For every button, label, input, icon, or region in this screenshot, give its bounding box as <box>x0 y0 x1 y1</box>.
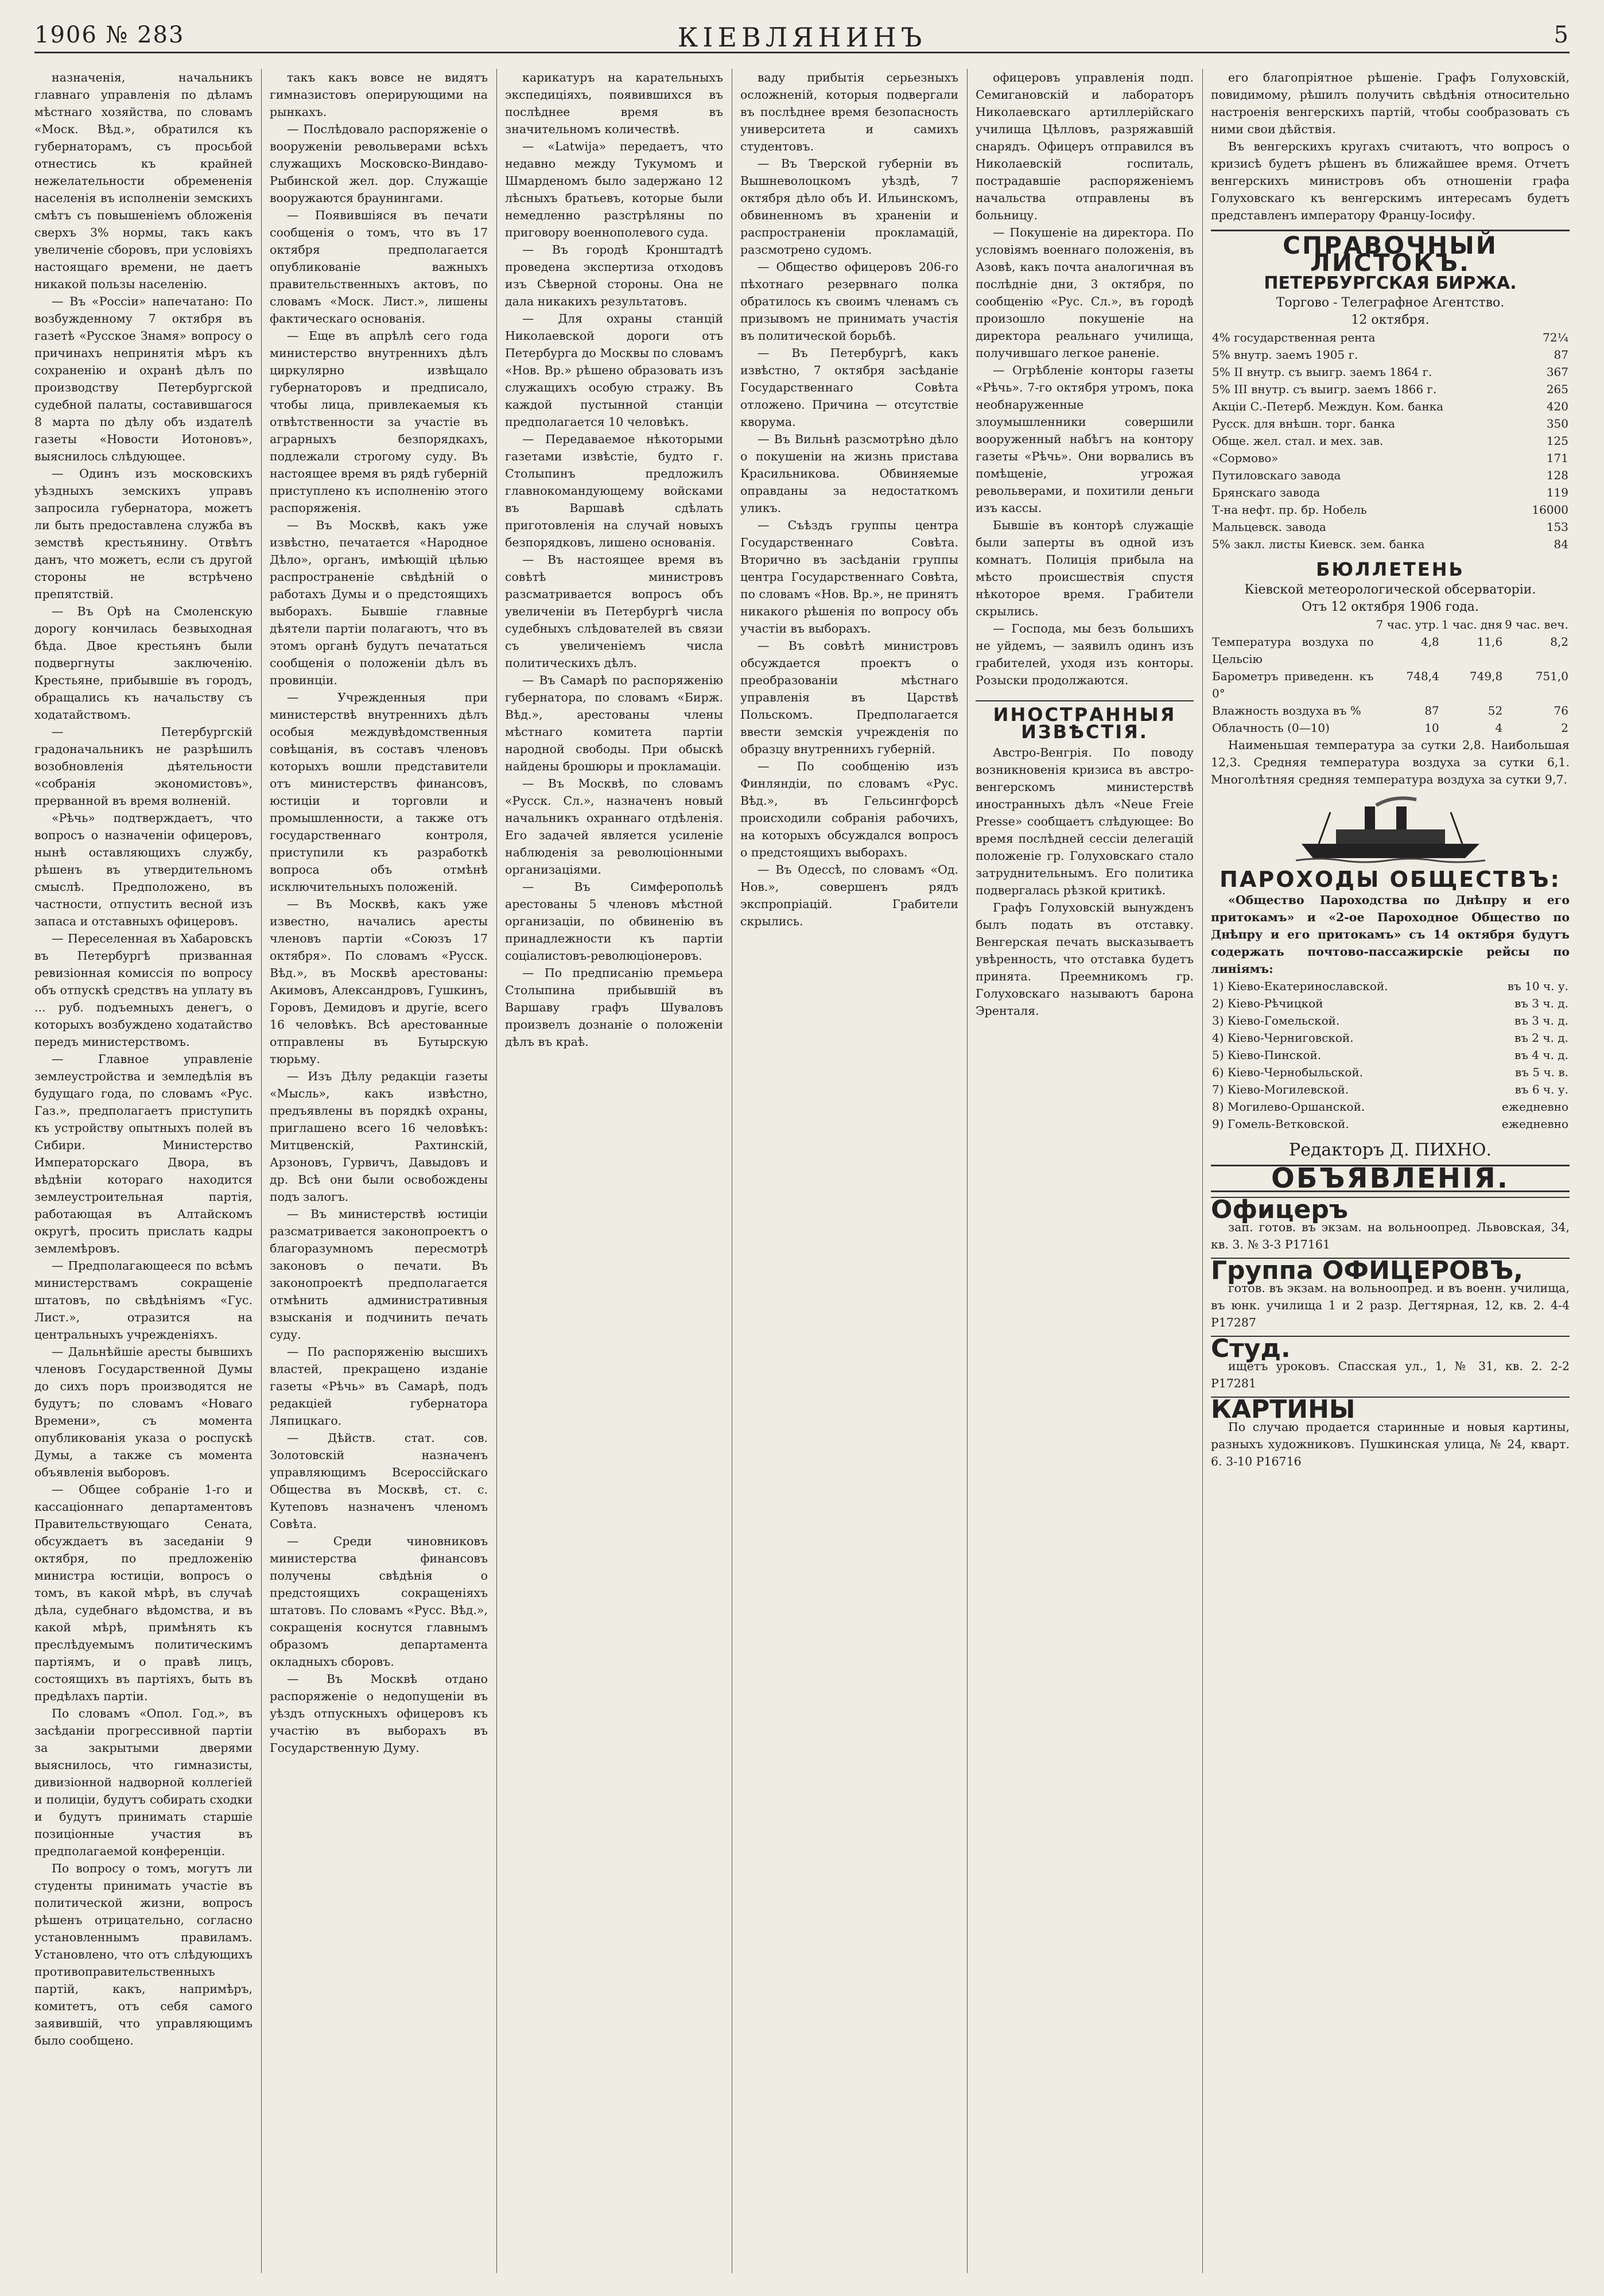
editor-line: Редакторъ Д. ПИХНО. <box>1289 1140 1492 1160</box>
steamer-line-row <box>1211 1098 1570 1115</box>
news-column-3 <box>505 69 723 2273</box>
table-cell: 87 <box>1424 704 1439 718</box>
table-cell: 6) Кіево-Чернобыльской. <box>1212 1065 1364 1079</box>
article-paragraph: — Въ Орѣ на Смоленскую дорогу кончилась безвыходная бѣда. Двое крестьянъ были подвергнуты заключенію. Крестьяне, прибывшіе въ городъ, обращались къ начальству съ ходатайствомъ. <box>34 604 253 722</box>
table-cell: 5% закл. листы Киевск. зем. банка <box>1212 537 1425 551</box>
article-paragraph: — Въ Москвѣ, по словамъ «Русск. Сл.», назначенъ новый начальникъ охраннаго отдѣленія. Его задачей является усиленіе наблюденія за революціонными организаціями. <box>505 777 723 876</box>
article-paragraph: — По сообщенію изъ Финляндіи, по словамъ «Рус. Вѣд.», въ Гельсингфорсѣ происходили собранія рабочихъ, на которыхъ обсуждался вопросъ о предстоящихъ выборахъ. <box>740 759 958 859</box>
foreign-news-heading: ИНОСТРАННЫЯ ИЗВѢСТІЯ. <box>976 700 1194 740</box>
table-cell: 128 <box>1546 468 1568 482</box>
table-cell: Мальцевск. завода <box>1212 520 1326 534</box>
agency-name: Торгово - Телеграфное Агентство. <box>1276 296 1505 310</box>
table-cell: въ 4 ч. д. <box>1514 1048 1568 1062</box>
article-paragraph: — Передаваемое нѣкоторыми газетами извѣстіе, будто г. Столыпинъ предложилъ главнокомандующему войсками въ Варшавѣ сдѣлать приготовленія на случай новыхъ безпорядковъ, лишено основанія. <box>505 432 723 549</box>
exchange-row <box>1211 518 1570 536</box>
weather-row <box>1211 633 1570 668</box>
article-paragraph: офицеровъ управленія подп. Семигановскій и лабораторъ Николаевскаго артиллерійскаго училища Цѣлловъ, разряжавшій снарядъ. Офицеръ отправился въ Николаевскій госпиталь, пострадавшіе распоряженіемъ начальства отправлены въ больницу. <box>976 71 1194 222</box>
article-paragraph: — Въ Вильнѣ разсмотрѣно дѣло о покушеніи на жизнь пристава Красильникова. Обвиняемые оправданы за недостаткомъ уликъ. <box>740 432 958 515</box>
steamship-icon <box>1296 795 1485 864</box>
article-paragraph: — Покушеніе на директора. По условіямъ военнаго положенія, въ Азовѣ, какъ почта аналогичная въ послѣдніе дни, 3 октября, по сообщенію «Рус. Сл.», въ городѣ произошло покушеніе на директора реальнаго училища, получившаго легкое раненіе. <box>976 226 1194 360</box>
table-cell: «Сормово» <box>1212 451 1279 465</box>
table-cell: ежедневно <box>1501 1117 1568 1131</box>
steamer-line-row <box>1211 978 1570 995</box>
exchange-row <box>1211 363 1570 381</box>
table-cell: 11,6 <box>1477 635 1503 649</box>
table-cell: Облачность (0—10) <box>1212 721 1330 735</box>
table-cell: въ 6 ч. у. <box>1514 1083 1568 1096</box>
steamer-line-row <box>1211 1012 1570 1029</box>
article-paragraph: — Съѣздъ группы центра Государственнаго Совѣта. Вторично въ засѣданіи группы центра Государственнаго Совѣта, по словамъ «Нов. Вр.», не принятъ никакого рѣшенія по вопросу объ участіи въ выборахъ. <box>740 518 958 635</box>
table-cell: 76 <box>1553 704 1568 718</box>
weather-summary: Наименьшая температура за сутки 2,8. Наибольшая 12,3. Средняя температура воздуха за сутки 6,1. Многолѣтняя средняя температура воздуха за сутки 9,7. <box>1211 738 1570 786</box>
bulletin-date: Отъ 12 октября 1906 года. <box>1302 600 1479 614</box>
article-paragraph: — Петербургскій градоначальникъ не разрѣшилъ возобновленія дѣятельности «собранія экономистовъ», прерванной въ время волненій. <box>34 725 253 808</box>
table-cell: 9) Гомель-Ветковской. <box>1212 1117 1349 1131</box>
article-paragraph: — Въ министерствѣ юстиціи разсматривается законопроектъ о благоразумномъ пересмотрѣ законовъ о печати. Въ законопроектѣ предполагается отмѣнить административныя взысканія и подчинить печать суду. <box>270 1207 488 1341</box>
article-paragraph: — Въ Москвѣ отдано распоряженіе о недопущеніи въ уѣздъ отпускныхъ офицеровъ къ участію въ выборахъ въ Государственную Думу. <box>270 1672 488 1755</box>
article-paragraph: назначенія, начальникъ главнаго управленія по дѣламъ мѣстнаго хозяйства, по словамъ «Моск. Вѣд.», обратился къ губернаторамъ, съ просьбой отнестись къ крайней нежелательности обремененія населенія въ исполненіи земскихъ смѣтъ съ повышеніемъ обложенія сверхъ 3% нормы, такъ какъ увеличеніе сборовъ, при условіяхъ настоящаго времени, не даетъ никакой пользы населенію. <box>34 71 253 291</box>
table-cell: 748,4 <box>1406 669 1439 683</box>
table-cell: Русск. для внѣшн. торг. банка <box>1212 417 1395 430</box>
article-paragraph: Австро-Венгрія. По поводу возникновенія кризиса въ австро-венгерскомъ министерствѣ иностранныхъ дѣлъ «Neue Freie Presse» сообщаетъ слѣдующее: Во время послѣдней сессіи делегацій положеніе гр. Голуховскаго стало затруднительнымъ. Его политика подвергалась рѣзкой критикѣ. <box>976 746 1194 897</box>
article-paragraph: — Въ Симферопольѣ арестованы 5 членовъ мѣстной организаціи, по обвиненію въ принадлежности къ партіи соціалистовъ-революціонеровъ. <box>505 880 723 963</box>
steamers-table <box>1211 978 1570 1133</box>
table-cell: 171 <box>1546 451 1568 465</box>
steamer-line-row <box>1211 1029 1570 1046</box>
article-paragraph: — Въ совѣтѣ министровъ обсуждается проектъ о преобразованіи мѣстнаго управленія въ Царствѣ Польскомъ. Предполагается ввести земскія учрежденія по образцу внутреннихъ губерній. <box>740 639 958 756</box>
news-column-5 <box>976 69 1194 2273</box>
news-column-1 <box>34 69 253 2273</box>
article-paragraph: — Дѣйств. стат. сов. Золотовскій назначенъ управляющимъ Всероссійскаго Общества въ Москвѣ, ст. с. Кутеповъ назначенъ членомъ Совѣта. <box>270 1431 488 1531</box>
article-paragraph: — Среди чиновниковъ министерства финансовъ получены свѣдѣнія о предстоящихъ сокращеніяхъ штатовъ. По словамъ «Русс. Вѣд.», сокращенія коснутся главнымъ образомъ департамента окладныхъ сборовъ. <box>270 1534 488 1669</box>
table-cell: 4% государственная рента <box>1212 331 1376 344</box>
table-cell: 5% II внутр. съ выигр. заемъ 1864 г. <box>1212 365 1432 379</box>
column-divider <box>261 69 262 2273</box>
steamer-line-row <box>1211 1115 1570 1133</box>
ad-text: зап. готов. въ экзам. на вольноопред. Львовская, 34, кв. 3. № 3-3 Р17161 <box>1211 1220 1570 1251</box>
ad-text: По случаю продается старинные и новыя картины, разныхъ художниковъ. Пушкинская улица, № 24, кварт. 6. 3-10 Р16716 <box>1211 1420 1570 1468</box>
article-paragraph: его благопріятное рѣшеніе. Графъ Голуховскій, повидимому, рѣшилъ получить свѣдѣнія относительно настроенія венгерскихъ партій, чтобы сообразовать съ ними свои дѣйствія. <box>1211 71 1570 136</box>
article-paragraph: — Общество офицеровъ 206-го пѣхотнаго резервнаго полка обратилось къ своимъ членамъ съ призывомъ не принимать участія въ политической борьбѣ. <box>740 260 958 343</box>
table-cell: 84 <box>1553 537 1568 551</box>
article-paragraph: карикатуръ на карательныхъ экспедиціяхъ, появившихся въ послѣднее время въ значительномъ количествѣ. <box>505 71 723 136</box>
article-paragraph: — Предполагающееся по всѣмъ министерствамъ сокращеніе штатовъ, по свѣдѣніямъ «Гус. Лист.», отразится на центральныхъ учрежденіяхъ. <box>34 1259 253 1341</box>
table-cell: Барометръ приведенн. къ 0° <box>1212 669 1374 700</box>
table-cell <box>1211 616 1375 633</box>
steamer-line-row <box>1211 995 1570 1012</box>
exchange-table <box>1211 329 1570 553</box>
column-divider <box>496 69 497 2273</box>
article-paragraph: По вопросу о томъ, могутъ ли студенты принимать участіе въ политической жизни, вопросъ рѣшенъ отрицательно, согласно установленнымъ правиламъ. Установлено, что отъ слѣдующихъ противоправительственныхъ партій, какъ, напримѣръ, комитетъ, отъ себя самого заявившій, что управляющимъ было сообщено. <box>34 1861 253 2047</box>
table-cell: 1 час. дня <box>1441 618 1503 631</box>
exchange-row <box>1211 415 1570 432</box>
table-cell: 749,8 <box>1469 669 1503 683</box>
article-paragraph: — Господа, мы безъ большихъ не уйдемъ, — заявилъ одинъ изъ грабителей, уходя изъ конторы. Розыски продолжаются. <box>976 622 1194 687</box>
ads-heading: ОБЪЯВЛЕНІЯ. <box>1211 1165 1570 1192</box>
article-paragraph: — Послѣдовало распоряженіе о вооруженіи револьверами всѣхъ служащихъ Московско-Виндаво-Рыбинской жел. дор. Служащіе вооружаются браунингами. <box>270 122 488 205</box>
table-cell: 265 <box>1546 382 1568 396</box>
ad-headline: КАРТИНЫ <box>1211 1395 1356 1424</box>
table-cell: Температура воздуха по Цельсію <box>1212 635 1374 666</box>
exchange-row <box>1211 536 1570 553</box>
steamer-line-row <box>1211 1081 1570 1098</box>
steamers-intro: «Общество Пароходства по Днѣпру и его притокамъ» и «2-ое Пароходное Общество по Днѣпру и его притокамъ» съ 14 октября будутъ содержать почтово-пассажирскіе рейсы по линіямъ: <box>1211 893 1570 976</box>
exchange-row <box>1211 467 1570 484</box>
page-number: 5 <box>1553 22 1570 48</box>
article-paragraph: — Учрежденныя при министерствѣ внутреннихъ дѣлъ особыя междувѣдомственныя совѣщанія, въ составъ членовъ которыхъ вошли представители отъ министерствъ финансовъ, юстиціи и торговли и промышленности, а также отъ государственнаго контроля, приступили къ разработкѣ вопроса объ отмѣнѣ исключительныхъ положеній. <box>270 691 488 894</box>
article-paragraph: По словамъ «Опол. Год.», въ засѣданіи прогрессивной партіи за закрытыми дверями выяснилось, что гимназисты, дивизіонной надворной коллегіей и полиціи, будутъ собирать сходки и будутъ принимать старшіе позиціонные участия въ предполагаемой конференціи. <box>34 1707 253 1858</box>
article-paragraph: — Дальнѣйшіе аресты бывшихъ членовъ Государственной Думы до сихъ поръ производятся не будутъ; по словамъ «Новаго Времени», съ момента опубликованія указа о роспускѣ Думы, а также съ момента объявленія выборовъ. <box>34 1345 253 1479</box>
table-cell: 2 <box>1561 721 1568 735</box>
ad-text: готов. въ экзам. на вольноопред. и въ военн. училища, въ юнк. училища 1 и 2 разр. Дегтярная, 12, кв. 2. 4-4 Р17287 <box>1211 1281 1570 1329</box>
article-paragraph: — Изъ Дѣлу редакціи газеты «Мысль», какъ извѣстно, предъявлены въ порядкѣ охраны, приглашено всего 16 человѣкъ: Митцвенскій, Рахтинскій, Арзоновъ, Гурвичъ, Давыдовъ и др. Всѣ они были освобождены подъ залогъ. <box>270 1069 488 1204</box>
article-paragraph: — Въ «Россіи» напечатано: По возбужденному 7 октября въ газетѣ «Русское Знамя» вопросу о причинахъ непринятія мѣръ къ сохраненію и охранѣ дѣлъ по производству Петербургской судебной палаты, составившагося 8 марта по дѣлу объ издателѣ газеты «Новости Иотоновъ», выяснилось слѣдующее. <box>34 294 253 463</box>
newspaper-title: КІЕВЛЯНИНЪ <box>677 22 927 53</box>
exchange-row <box>1211 329 1570 346</box>
column-divider <box>1202 69 1203 2273</box>
table-cell: Т-на нефт. пр. бр. Нобель <box>1212 503 1367 517</box>
article-paragraph: Бывшіе въ конторѣ служащіе были заперты въ одной изъ комнатъ. Полиція прибыла на мѣсто происшествія спустя нѣкоторое время. Грабители скрылись. <box>976 518 1194 618</box>
table-cell: Влажность воздуха въ % <box>1212 704 1361 718</box>
table-cell: 5) Кіево-Пинской. <box>1212 1048 1322 1062</box>
ad-text: ищетъ уроковъ. Спасская ул., 1, № 31, кв. 2. 2-2 Р17281 <box>1211 1359 1570 1390</box>
table-cell: 420 <box>1546 400 1568 413</box>
article-paragraph: — По распоряженію высшихъ властей, прекращено изданіе газеты «Рѣчь» въ Самарѣ, подъ редакціей губернатора Ляпицкаго. <box>270 1345 488 1428</box>
table-cell: 10 <box>1424 721 1439 735</box>
table-cell: Путиловскаго завода <box>1212 468 1341 482</box>
article-paragraph: такъ какъ вовсе не видятъ гимназистовъ оперирующими на рынкахъ. <box>270 71 488 119</box>
exchange-row <box>1211 449 1570 467</box>
page-header <box>34 17 1570 53</box>
table-cell: 9 час. веч. <box>1505 618 1568 631</box>
classified-ad <box>1211 1397 1570 1470</box>
exchange-row <box>1211 432 1570 449</box>
table-cell: Брянскаго завода <box>1212 486 1321 499</box>
weather-row <box>1211 702 1570 719</box>
article-paragraph: — Для охраны станцій Николаевской дороги отъ Петербурга до Москвы по словамъ «Нов. Вр.» рѣшено образовать изъ служащихъ особую стражу. Въ каждой пустынной станціи предполагается 10 человѣкъ. <box>505 312 723 429</box>
article-paragraph: Въ венгерскихъ кругахъ считаютъ, что вопросъ о кризисѣ будетъ рѣшенъ въ ближайшее время. Отчетъ венгерскихъ министровъ объ отношеніи графа Голуховскаго къ венгерскимъ интересамъ будетъ представленъ императору Францу-Іосифу. <box>1211 139 1570 222</box>
table-cell: 3) Кіево-Гомельской. <box>1212 1014 1340 1027</box>
table-cell: Обще. жел. стал. и мех. зав. <box>1212 434 1384 448</box>
article-paragraph: — Появившіяся въ печати сообщенія о томъ, что въ 17 октября предполагается опубликованіе важныхъ правительственныхъ актовъ, по словамъ «Моск. Лист.», лишены фактическаго основанія. <box>270 208 488 325</box>
article-paragraph: — Переселенная въ Хабаровскъ въ Петербургѣ призванная ревизіонная комиссія по вопросу объ отпускѣ средствъ на уплату въ ... руб. подъемныхъ денегъ, о которыхъ возбуждено ходатайство передъ министерствомъ. <box>34 932 253 1049</box>
table-cell: въ 3 ч. д. <box>1514 1014 1568 1027</box>
weather-table <box>1211 616 1570 736</box>
table-cell: 119 <box>1546 486 1568 499</box>
exchange-row <box>1211 484 1570 501</box>
ad-headline: Группа ОФИЦЕРОВЪ, <box>1211 1256 1524 1285</box>
article-paragraph: — Въ Одессѣ, по словамъ «Од. Нов.», совершенъ рядъ экспропріацій. Грабители скрылись. <box>740 863 958 928</box>
article-paragraph: — Въ Москвѣ, какъ уже известно, начались аресты членовъ партіи «Союзъ 17 октября». По словамъ «Русск. Вѣд.», въ Москвѣ арестованы: Акимовъ, Александровъ, Гушкинъ, Горовъ, Демидовъ и другіе, всего 16 человѣкъ. Всѣ арестованные отправлены въ Бутырскую тюрьму. <box>270 897 488 1066</box>
table-cell: 4 <box>1495 721 1503 735</box>
table-cell: Акціи С.-Петерб. Междун. Ком. банка <box>1212 400 1444 413</box>
article-paragraph: — «Latwija» передаетъ, что недавно между Тукумомъ и Шмарденомъ было задержано 12 лѣсныхъ братьевъ, которые были немедленно разстрѣляны по приговору военнополевого суда. <box>505 139 723 239</box>
reference-sheet-heading: СПРАВОЧНЫЙ ЛИСТОКЪ. <box>1211 230 1570 272</box>
article-paragraph: — Въ Петербургѣ, какъ извѣстно, 7 октября засѣданіе Государственнаго Совѣта отложено. Причина — отсутствіе кворума. <box>740 346 958 429</box>
exchange-row <box>1211 398 1570 415</box>
article-paragraph: — Въ Москвѣ, какъ уже извѣстно, печатается «Народное Дѣло», органъ, имѣющій цѣлью распространеніе свѣдѣній о работахъ Думы и о предстоящихъ выборахъ. Бывшіе главные дѣятели партіи полагаютъ, что въ этомъ органѣ будутъ печататься сообщенія о положеніи дѣлъ въ провинціи. <box>270 518 488 687</box>
article-paragraph: «Рѣчь» подтверждаетъ, что вопросъ о назначеніи офицеровъ, нынѣ оставляющихъ службу, рѣшенъ въ утвердительномъ смыслѣ. Предположено, въ частности, отпустить весной изъ запаса и отставныхъ офицеровъ. <box>34 811 253 928</box>
article-paragraph: — Огрѣбленіе конторы газеты «Рѣчь». 7-го октября утромъ, пока необнаруженные злоумышленники совершили вооруженный набѣгъ на контору газеты «Рѣчь». Они ворвались въ помѣщеніе, угрожая револьверами, и похитили деньги изъ кассы. <box>976 363 1194 515</box>
table-cell: 4,8 <box>1420 635 1439 649</box>
article-paragraph: — Въ городѣ Кронштадтѣ проведена экспертиза отходовъ изъ Сѣверной стороны. Она не дала никакихъ результатовъ. <box>505 243 723 308</box>
table-cell: 7) Кіево-Могилевской. <box>1212 1083 1349 1096</box>
weather-row <box>1211 719 1570 736</box>
table-cell: въ 2 ч. д. <box>1514 1031 1568 1045</box>
table-cell: 751,0 <box>1535 669 1568 683</box>
article-paragraph: — Въ настоящее время въ совѣтѣ министровъ разсматривается вопросъ объ увеличеніи въ Петербургѣ числа судебныхъ слѣдователей въ связи съ увеличеніемъ числа политическихъ дѣлъ. <box>505 553 723 670</box>
issue-number: 1906 № 283 <box>34 22 185 48</box>
news-column-4 <box>740 69 958 2273</box>
table-cell: ежедневно <box>1501 1100 1568 1114</box>
classified-ad <box>1211 1197 1570 1253</box>
article-paragraph: — Общее собраніе 1-го и кассаціоннаго департаментовъ Правительствующаго Сената, обсуждаетъ въ заседаніи 9 октября, по предложенію министра юстиціи, вопросъ о томъ, въ какой мѣрѣ, въ случаѣ дѣла, судебнаго вѣдомства, и въ какой мѣрѣ, примѣнять къ преслѣдуемымъ политическимъ партіямъ, и о правѣ лицъ, состоящихъ въ партіяхъ, быть въ предѣлахъ партіи. <box>34 1483 253 1703</box>
exchange-row <box>1211 346 1570 363</box>
observatory-name: Кіевской метеорологической обсерваторіи. <box>1244 583 1536 597</box>
classified-ad <box>1211 1336 1570 1392</box>
table-cell: 1) Кіево-Екатеринославской. <box>1212 979 1388 993</box>
table-cell: 4) Кіево-Черниговской. <box>1212 1031 1354 1045</box>
news-column-6 <box>1211 69 1570 2273</box>
news-column-2 <box>270 69 488 2273</box>
table-cell: 5% III внутр. съ выигр. заемъ 1866 г. <box>1212 382 1437 396</box>
bulletin-heading: БЮЛЛЕТЕНЬ <box>1316 559 1465 580</box>
table-cell: въ 5 ч. в. <box>1515 1065 1568 1079</box>
article-paragraph: — По предписанію премьера Столыпина прибывшій въ Варшаву графъ Шуваловъ произвелъ дознаніе о положеніи дѣлъ въ краѣ. <box>505 966 723 1049</box>
table-cell: 16000 <box>1532 503 1568 517</box>
table-cell: 52 <box>1488 704 1503 718</box>
ad-headline: Офицеръ <box>1211 1195 1348 1224</box>
table-cell: 72¼ <box>1543 331 1568 344</box>
table-cell: 8) Могилево-Оршанской. <box>1212 1100 1365 1114</box>
table-cell: 5% внутр. заемъ 1905 г. <box>1212 348 1358 362</box>
exchange-row <box>1211 501 1570 518</box>
table-cell: 7 час. утр. <box>1376 618 1439 631</box>
weather-header-row <box>1211 616 1570 633</box>
steamers-heading: ПАРОХОДЫ ОБЩЕСТВЪ: <box>1219 867 1561 892</box>
exchange-date: 12 октября. <box>1351 313 1430 327</box>
column-divider <box>967 69 968 2273</box>
table-cell: 153 <box>1546 520 1568 534</box>
steamer-line-row <box>1211 1046 1570 1064</box>
table-cell: 2) Кіево-Рѣчицкой <box>1212 996 1323 1010</box>
steamer-line-row <box>1211 1064 1570 1081</box>
table-cell: въ 10 ч. у. <box>1507 979 1568 993</box>
table-cell: въ 3 ч. д. <box>1514 996 1568 1010</box>
article-paragraph: — Главное управленіе землеустройства и земледѣлія въ будущаго года, по словамъ «Рус. Газ.», предполагаетъ приступить къ устройству опытныхъ полей въ Сибири. Министерство Императорскаго Двора, въ вѣдѣніи котораго находится землеустроительная партія, работающая въ Алтайскомъ округѣ, просить прислать кадры землемѣровъ. <box>34 1052 253 1255</box>
article-paragraph: ваду прибытія серьезныхъ осложненій, которыя подвергали въ послѣднее время безопасность университета и самихъ студентовъ. <box>740 71 958 153</box>
ad-headline: Студ. <box>1211 1334 1291 1363</box>
weather-row <box>1211 668 1570 702</box>
table-cell: 367 <box>1546 365 1568 379</box>
article-paragraph: — Одинъ изъ московскихъ уѣздныхъ земскихъ управъ запросила губернатора, можетъ ли быть предоставлена служба въ земствѣ крестьянину. Отвѣтъ данъ, что можетъ, если съ другой стороны не встрѣчено препятствій. <box>34 467 253 601</box>
table-cell: 350 <box>1546 417 1568 430</box>
table-cell: 8,2 <box>1550 635 1568 649</box>
article-paragraph: — Въ Тверской губерніи въ Вышневолоцкомъ уѣздѣ, 7 октября дѣло объ И. Ильинскомъ, обвиненномъ въ храненіи и распространеніи прокламацій, разсмотрено судомъ. <box>740 157 958 257</box>
article-paragraph: — Въ Самарѣ по распоряженію губернатора, по словамъ «Бирж. Вѣд.», арестованы члены мѣстнаго комитета партіи народной свободы. При обыскѣ найдены брошюры и прокламаціи. <box>505 673 723 773</box>
exchange-row <box>1211 381 1570 398</box>
table-cell: 125 <box>1546 434 1568 448</box>
article-paragraph: — Еще въ апрѣлѣ сего года министерство внутреннихъ дѣлъ циркулярно извѣщало губернаторовъ и предписало, чтобы лица, привлекаемыя къ отвѣтственности за участіе въ аграрныхъ безпорядкахъ, подлежали строгому суду. Въ настоящее время въ рядѣ губерній приступлено къ исполненію этого распоряженія. <box>270 329 488 515</box>
table-cell: 87 <box>1553 348 1568 362</box>
classified-ad <box>1211 1258 1570 1331</box>
exchange-heading: ПЕТЕРБУРГСКАЯ БИРЖА. <box>1264 273 1517 293</box>
article-paragraph: Графъ Голуховскій вынужденъ былъ подать въ отставку. Венгерская печать высказываетъ увѣренность, что отставка будетъ принята. Преемникомъ гр. Голуховскаго называютъ барона Эренталя. <box>976 901 1194 1018</box>
